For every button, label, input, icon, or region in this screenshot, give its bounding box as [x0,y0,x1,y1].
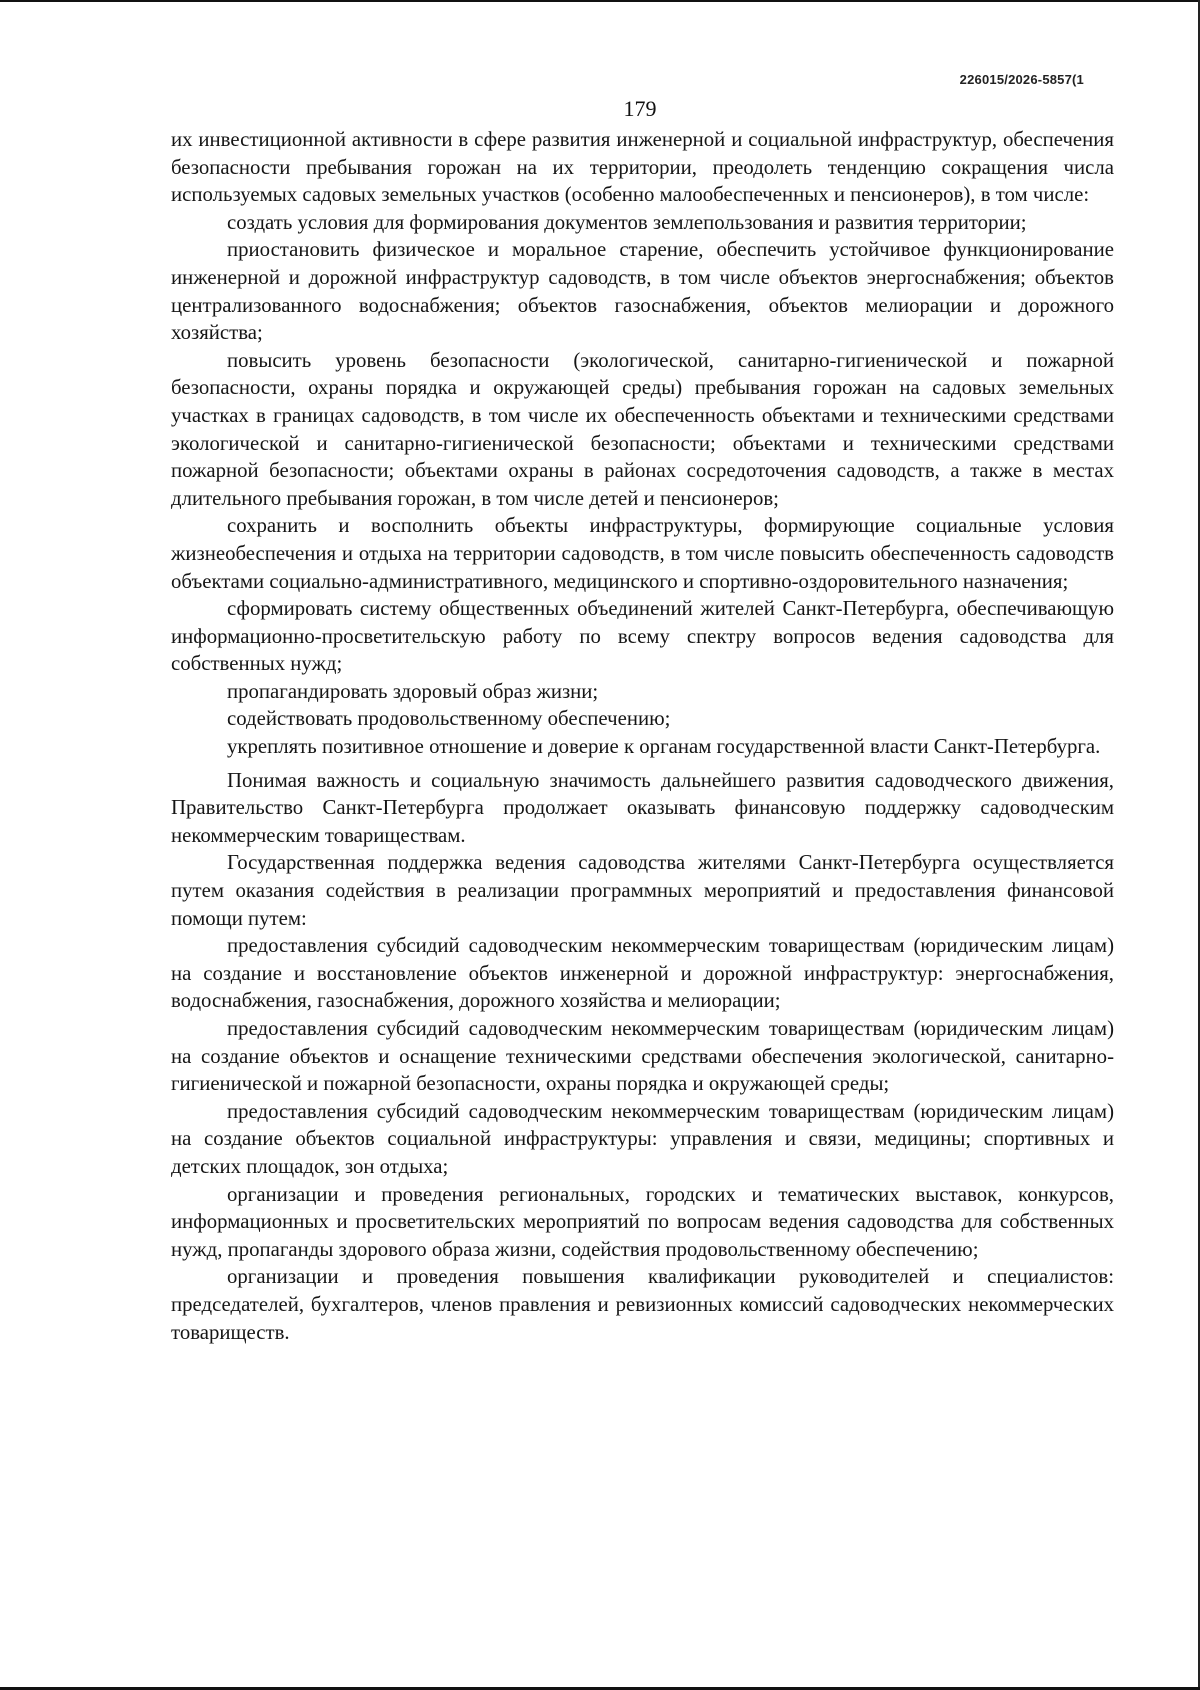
paragraph-item: предоставления субсидий садоводческим некоммерческим товариществам (юридическим лицам) на создание объектов социальной инфраструктуры: управления и связи, медицины; спортивных и детских площадок, зон отдыха; [171,1099,1114,1178]
paragraph-item: предоставления субсидий садоводческим некоммерческим товариществам (юридическим лицам) на создание объектов и оснащение техническими средствами обеспечения экологической, санитарно-гигиенической и пожарной безопасности, охраны порядка и окружающей среды; [171,1017,1114,1096]
paragraph-item: создать условия для формирования документов землепользования и развития территории; [227,210,1027,234]
paragraph-item: приостановить физическое и моральное старение, обеспечить устойчивое функционирование инженерной и дорожной инфраструктур садоводств, в том числе объектов энергоснабжения; объектов централизованного водоснабжения; объектов газоснабжения, объектов мелиорации и дорожного хозяйства; [171,238,1114,345]
paragraph-item: предоставления субсидий садоводческим некоммерческим товариществам (юридическим лицам) на создание и восстановление объектов инженерной и дорожной инфраструктур: энергоснабжения, водоснабжения, газоснабжения, дорожного хозяйства и мелиорации; [171,934,1114,1013]
scan-edge-top [0,0,1200,2]
paragraph: Понимая важность и социальную значимость дальнейшего развития садоводческого движения, Правительство Санкт-Петербурга продолжает оказывать финансовую поддержку садоводческим некоммерческим товариществам. [171,768,1114,847]
paragraph-item: организации и проведения региональных, городских и тематических выставок, конкурсов, информационных и просветительских мероприятий по вопросам ведения садоводства для собственных нужд, пропаганды здорового образа жизни, содействия продовольственному обеспечению; [171,1182,1114,1261]
paragraph-item: пропагандировать здоровый образ жизни; [227,679,599,703]
page-number: 179 [623,96,657,121]
paragraph-item: содействовать продовольственному обеспечению; [227,707,671,731]
paragraph: Государственная поддержка ведения садоводства жителями Санкт-Петербурга осуществляется путем оказания содействия в реализации программных мероприятий и предоставления финансовой помощи путем: [171,851,1114,930]
document-registration-number: 226015/2026-5857(1 [959,72,1084,87]
paragraph-item: повысить уровень безопасности (экологической, санитарно-гигиенической и пожарной безопасности, охраны порядка и окружающей среды) пребывания горожан на садовых земельных участках в границах садоводств, в том числе их обеспеченность объектами и техническими средствами экологической и санитарно-гигиенической безопасности; объектами и техническими средствами пожарной безопасности; объектами охраны в районах сосредоточения садоводств, а также в местах длительного пребывания горожан, в том числе детей и пенсионеров; [171,348,1114,510]
paragraph-item: укреплять позитивное отношение и доверие к органам государственной власти Санкт-Петербурга. [227,735,1101,759]
paragraph-item: сохранить и восполнить объекты инфраструктуры, формирующие социальные условия жизнеобеспечения и отдыха на территории садоводств, в том числе повысить обеспеченность садоводств объектами социально-административного, медицинского и спортивно-оздоровительного назначения; [171,514,1114,593]
paragraph-item: сформировать систему общественных объединений жителей Санкт-Петербурга, обеспечивающую информационно-просветительскую работу по всему спектру вопросов ведения садоводства для собственных нужд; [171,597,1114,676]
paragraph-item: организации и проведения повышения квалификации руководителей и специалистов: председателей, бухгалтеров, членов правления и ревизионных комиссий садоводческих некоммерческих товариществ. [171,1265,1114,1344]
document-body [171,126,1114,1346]
paragraph-continuation: их инвестиционной активности в сфере развития инженерной и социальной инфраструктур, обеспечения безопасности пребывания горожан на их территории, преодолеть тенденцию сокращения числа используемых садовых земельных участков (особенно малообеспеченных и пенсионеров), в том числе: [171,128,1114,207]
